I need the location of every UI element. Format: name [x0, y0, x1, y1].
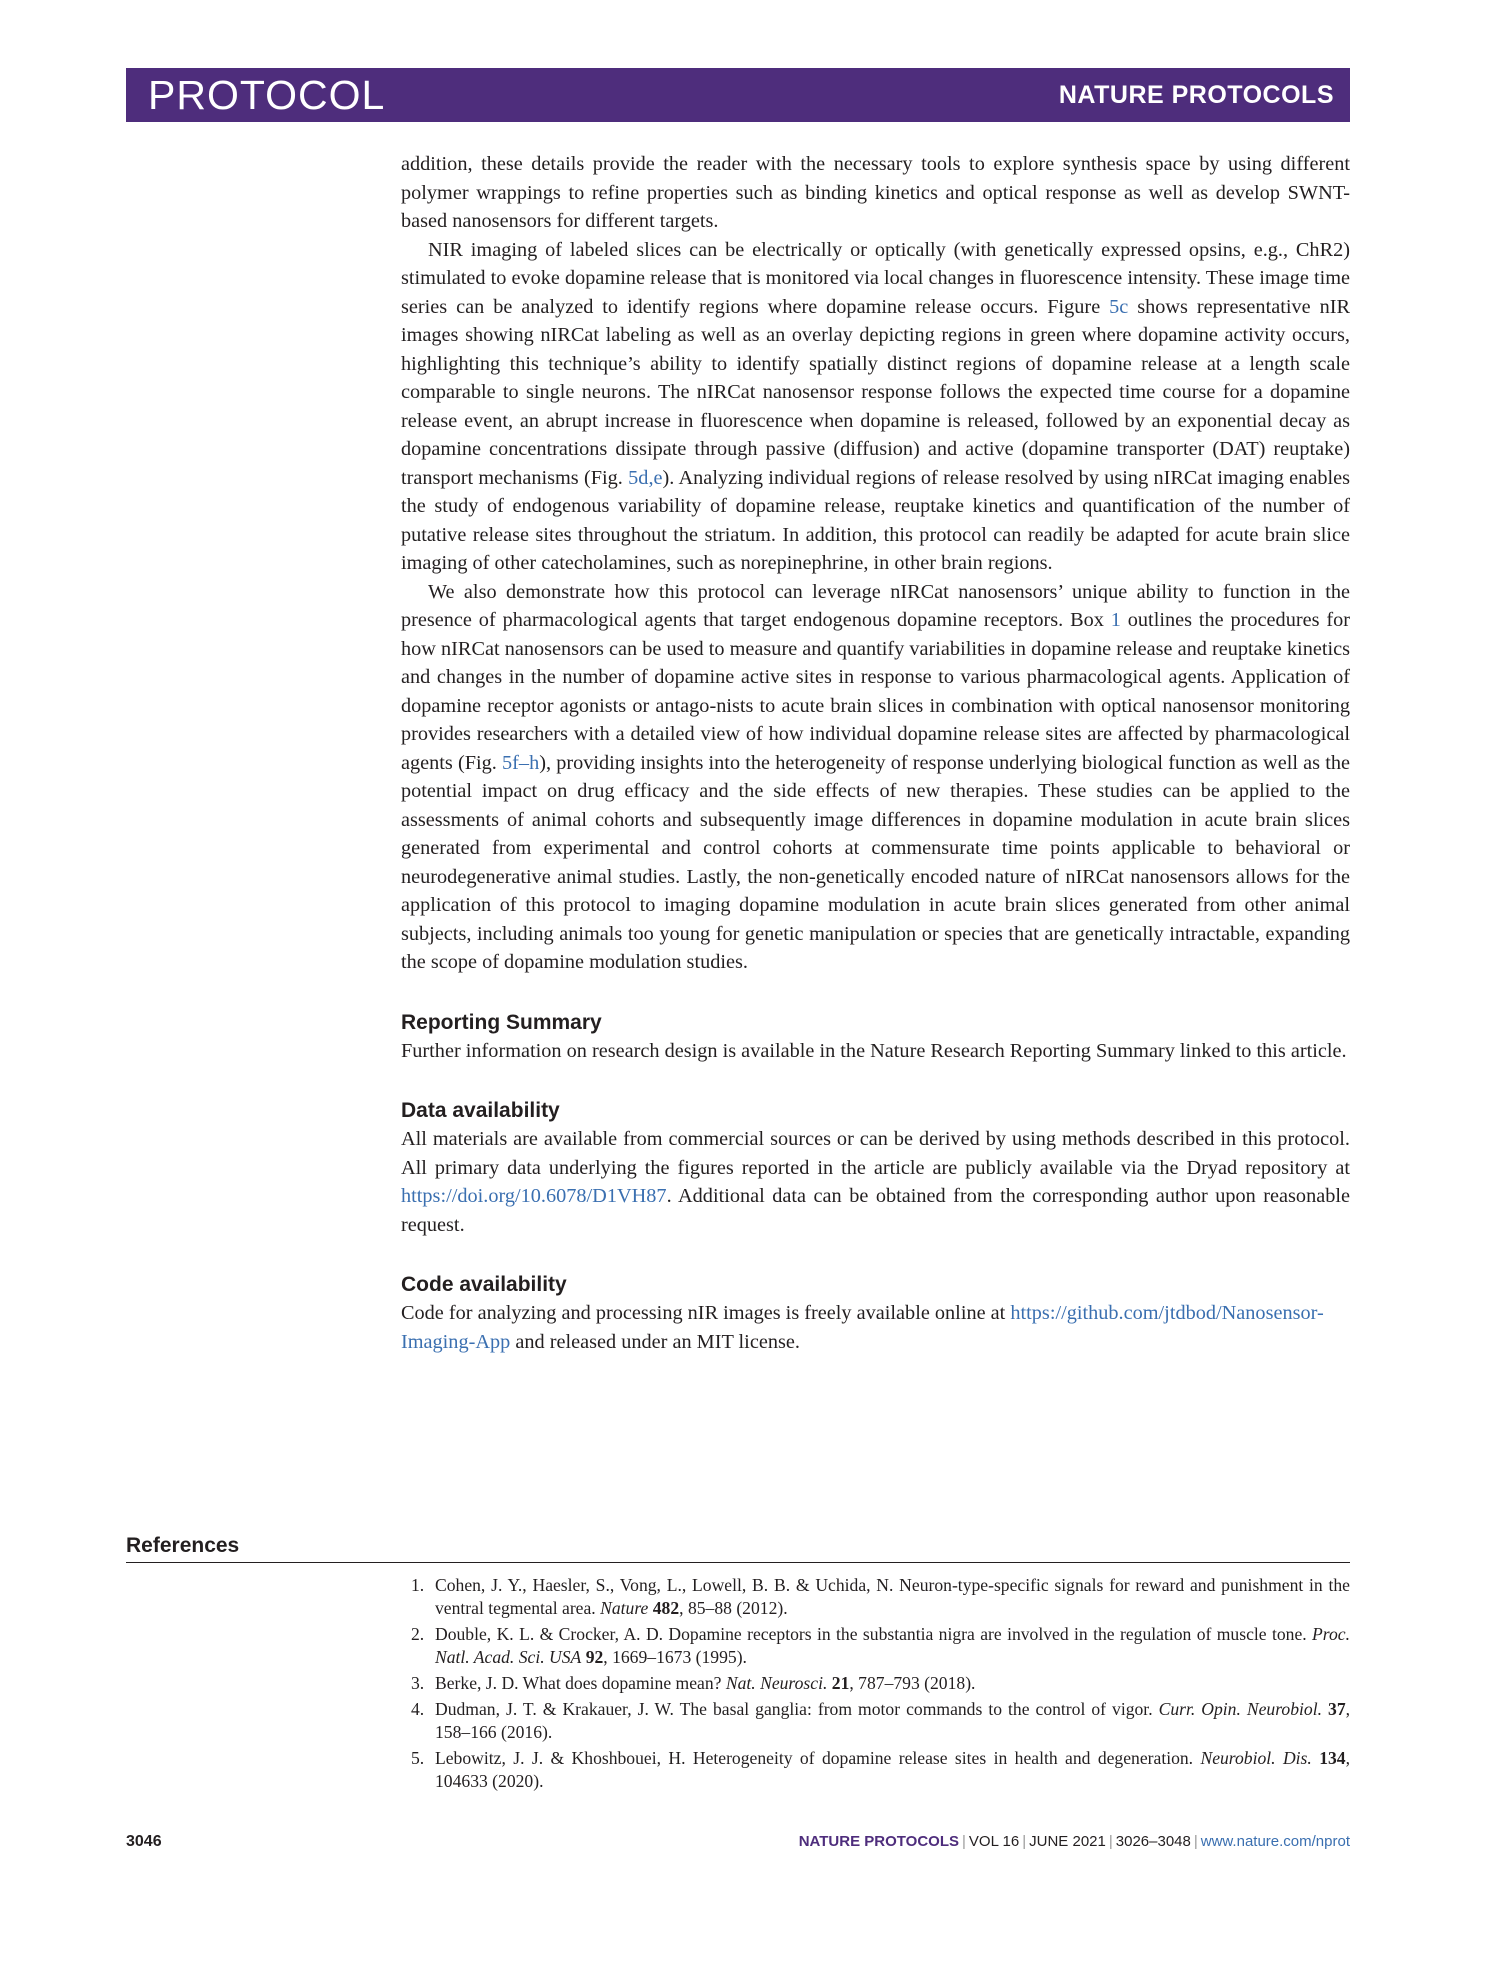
reporting-summary-text: Further information on research design is available in the Nature Research Reporting Summary linked to this article. [401, 1039, 1347, 1062]
page-number: 3046 [126, 1833, 162, 1850]
section-label: PROTOCOL [148, 72, 386, 118]
github-link[interactable]: https://github.com/jtdbod/Nanosensor-Imaging-App [401, 1302, 1324, 1353]
figure-5c-link[interactable]: 5c [1109, 295, 1129, 318]
reporting-summary-heading: Reporting Summary [401, 1010, 602, 1034]
main-text-column [401, 150, 1350, 1356]
reference-item: 1. Cohen, J. Y., Haesler, S., Vong, L., Lowell, B. B. & Uchida, N. Neuron-type-specific signals for reward and punishment in the ventral tegmental area. Nature 482, 85–88 (2012). [411, 1575, 1350, 1618]
footer-volume: VOL 16 [968, 1833, 1020, 1850]
header-bar [126, 68, 1350, 122]
footer-date: JUNE 2021 [1029, 1833, 1106, 1850]
code-availability-text: Code for analyzing and processing nIR images is freely available online at https://github.com/jtdbod/Nanosensor-Imaging-App and released under an MIT license. [401, 1302, 1324, 1353]
box-1-link[interactable]: 1 [1110, 609, 1121, 631]
data-availability-text: All materials are available from commercial sources or can be derived by using methods described in this protocol. All primary data underlying the figures reported in the article are publicly available via the Dryad repository at https://doi.org/10.6078/D1VH87. Additional data can be obtained from the corresponding author upon reasonable request. [401, 1128, 1350, 1236]
paragraph-3: We also demonstrate how this protocol can leverage nIRCat nanosensors’ unique ability to function in the presence of pharmacological agents that target endogenous dopamine receptors. Box 1 outlines the procedures for how nIRCat nanosensors can be used to measure and quantify variabilities in dopamine release and reuptake kinetics and changes in the number of dopamine active sites in response to various pharmacological agents. Application of dopamine receptor agonists or antago-nists to acute brain slices in combination with optical nanosensor monitoring provides researchers with a detailed view of how individual dopamine release sites are affected by pharmacological agents (Fig. 5f–h), providing insights into the heterogeneity of response underlying biological function as well as the potential impact on drug efficacy and the side effects of new therapies. These studies can be applied to the assessments of animal cohorts and subsequently image differences in dopamine modulation in acute brain slices generated from experimental and control cohorts at commensurate time points applicable to behavioral or neurodegenerative animal studies. Lastly, the non-genetically encoded nature of nIRCat nanosensors allows for the application of this protocol to imaging dopamine modulation in acute brain slices generated from other animal subjects, including animals too young for genetic manipulation or species that are genetically intractable, expanding the scope of dopamine modulation studies. [401, 580, 1350, 973]
references-divider [126, 1562, 1350, 1563]
figure-5de-link[interactable]: 5d,e [628, 466, 663, 489]
footer-url-link[interactable]: www.nature.com/nprot [1200, 1833, 1350, 1850]
journal-name: NATURE PROTOCOLS [1058, 81, 1334, 109]
references-heading: References [126, 1534, 240, 1557]
reference-list [401, 1574, 1350, 1796]
reference-item: 5. Lebowitz, J. J. & Khoshbouei, H. Heterogeneity of dopamine release sites in health and degeneration. Neurobiol. Dis. 134, 104633 (2020). [411, 1748, 1350, 1791]
paragraph-2: NIR imaging of labeled slices can be electrically or optically (with genetically expressed opsins, e.g., ChR2) stimulated to evoke dopamine release that is monitored via local changes in fluorescence intensity. These image time series can be analyzed to identify regions where dopamine release occurs. Figure 5c shows representative nIR images showing nIRCat labeling as well as an overlay depicting regions in green where dopamine activity occurs, highlighting this technique’s ability to identify spatially distinct regions of dopamine release at a length scale comparable to single neurons. The nIRCat nanosensor response follows the expected time course for a dopamine release event, an abrupt increase in fluorescence when dopamine is released, followed by an exponential decay as dopamine concentrations dissipate through passive (diffusion) and active (dopamine transporter (DAT) reuptake) transport mechanisms (Fig. 5d,e). Analyzing individual regions of release resolved by using nIRCat imaging enables the study of endogenous variability of dopamine release, reuptake kinetics and quantification of the number of putative release sites throughout the striatum. In addition, this protocol can readily be adapted for acute brain slice imaging of other catecholamines, such as norepinephrine, in other brain regions. [401, 238, 1350, 574]
footer-citation: NATURE PROTOCOLS | VOL 16 | JUNE 2021 | 3026–3048 | www.nature.com/nprot [798, 1833, 1350, 1850]
footer-journal: NATURE PROTOCOLS [798, 1833, 960, 1850]
figure-5fh-link[interactable]: 5f–h [502, 751, 540, 774]
paragraph-1: addition, these details provide the reader with the necessary tools to explore synthesis space by using different polymer wrappings to refine properties such as binding kinetics and optical response as well as develop SWNT-based nanosensors for different targets. [401, 153, 1350, 232]
dryad-doi-link[interactable]: https://doi.org/10.6078/D1VH87 [401, 1185, 667, 1207]
reference-item: 2. Double, K. L. & Crocker, A. D. Dopamine receptors in the substantia nigra are involved in the regulation of muscle tone. Proc. Natl. Acad. Sci. USA 92, 1669–1673 (1995). [411, 1624, 1350, 1667]
footer-pages: 3026–3048 [1115, 1833, 1191, 1850]
code-availability-heading: Code availability [401, 1273, 567, 1296]
reference-item: 4. Dudman, J. T. & Krakauer, J. W. The basal ganglia: from motor commands to the control of vigor. Curr. Opin. Neurobiol. 37, 158–166 (2016). [411, 1699, 1351, 1742]
reference-item: 3. Berke, J. D. What does dopamine mean? Nat. Neurosci. 21, 787–793 (2018). [411, 1673, 976, 1693]
data-availability-heading: Data availability [401, 1099, 560, 1122]
